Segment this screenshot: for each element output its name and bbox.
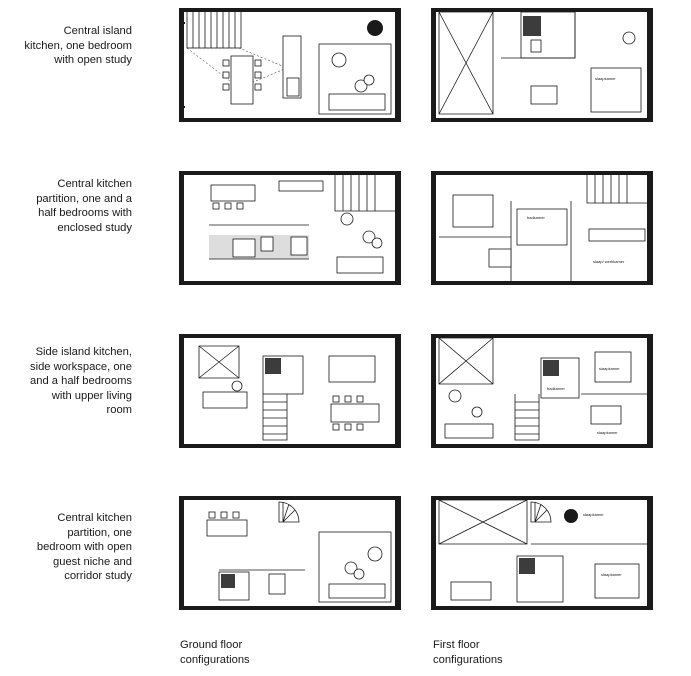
column-label-line: configurations xyxy=(433,654,503,666)
bedroom2-label: slaapkamer xyxy=(583,512,604,517)
armchair xyxy=(368,547,382,561)
wall-top xyxy=(179,8,401,12)
caption-line: partition, one xyxy=(67,526,132,539)
wall-right xyxy=(395,334,401,448)
dining-table xyxy=(211,185,255,201)
study-desk xyxy=(589,229,645,241)
wall-left xyxy=(179,8,184,122)
staircase xyxy=(335,175,395,211)
sideboard xyxy=(279,181,323,191)
armchair xyxy=(332,53,346,67)
chair xyxy=(345,424,351,430)
shower-tiles xyxy=(543,360,559,376)
caption-line: with upper living xyxy=(51,389,132,402)
wall-bottom xyxy=(179,281,401,285)
bedroom2-bed xyxy=(591,406,621,424)
ground-floor-plan-2 xyxy=(179,171,401,285)
column-label-line: configurations xyxy=(180,654,250,666)
wall-bottom xyxy=(179,118,401,122)
chair xyxy=(213,203,219,209)
first-floor-plan-4 xyxy=(431,496,653,610)
toilet xyxy=(261,237,273,251)
caption-line: Side island kitchen, xyxy=(35,346,132,358)
wall-right xyxy=(395,171,401,285)
desk xyxy=(489,249,511,267)
caption-line: guest niche and xyxy=(53,555,132,568)
side-table xyxy=(364,75,374,85)
chair xyxy=(225,203,231,209)
window-mark xyxy=(181,22,185,24)
chair xyxy=(221,512,227,518)
sofa xyxy=(445,424,493,438)
chair xyxy=(357,396,363,402)
wall-bottom xyxy=(431,281,653,285)
ground-floor-plan-1 xyxy=(179,8,401,122)
side-table xyxy=(372,238,382,248)
wall-right xyxy=(647,334,653,448)
wall-bottom xyxy=(179,606,401,610)
plant xyxy=(367,20,383,36)
wall-right xyxy=(647,8,653,122)
column-label-line: Ground floor xyxy=(180,639,243,651)
void-cross xyxy=(199,346,239,378)
chair xyxy=(232,381,242,391)
staircase xyxy=(515,394,539,440)
caption-line: room xyxy=(106,404,132,417)
window-mark xyxy=(181,106,185,108)
wall-left xyxy=(431,496,436,610)
dining-table xyxy=(207,520,247,536)
caption-line: Central kitchen xyxy=(57,178,132,190)
void-cross xyxy=(439,338,493,384)
wall-top xyxy=(179,496,401,500)
bedroom-bed xyxy=(595,564,639,598)
wall-top xyxy=(431,8,653,12)
first-floor-plan-2 xyxy=(431,171,653,285)
caption-line: side workspace, one xyxy=(30,360,132,373)
dining-table xyxy=(331,404,379,422)
first-floor-plan-1 xyxy=(431,8,653,122)
armchair xyxy=(449,390,461,402)
bedroom-label: slaap/ werkkamer xyxy=(593,259,625,264)
sofa xyxy=(329,584,385,598)
caption-row-4 xyxy=(4,511,132,584)
first-floor-column-label xyxy=(433,638,503,668)
shower-tiles xyxy=(523,16,541,36)
chair xyxy=(223,60,229,66)
plant xyxy=(564,509,578,523)
bedroom-bed xyxy=(591,68,641,112)
badkamer-label: badkamer xyxy=(527,215,545,220)
sink-unit xyxy=(291,237,307,255)
shower-tiles xyxy=(221,574,235,588)
wall-right xyxy=(395,8,401,122)
ground-floor-column-label xyxy=(180,638,250,668)
wall-top xyxy=(431,334,653,338)
wall-bottom xyxy=(431,118,653,122)
caption-line: partition, one and a xyxy=(36,192,132,205)
wall-bottom xyxy=(431,606,653,610)
wall-top xyxy=(431,171,653,175)
wall-left xyxy=(431,8,436,122)
caption-line: with open study xyxy=(54,54,132,67)
void-cross xyxy=(439,12,493,114)
spiral-staircase xyxy=(279,502,299,522)
staircase xyxy=(263,394,287,440)
caption-row-3 xyxy=(4,345,132,418)
chair xyxy=(223,72,229,78)
first-floor-plan-3 xyxy=(431,334,653,448)
shower-tiles xyxy=(519,558,535,574)
void-cross xyxy=(439,500,527,544)
caption-line: bedroom with open xyxy=(36,541,132,554)
staircase xyxy=(587,175,647,203)
side-table xyxy=(354,569,364,579)
guest-bed xyxy=(451,582,491,600)
bedroom2-label: slaapkamer xyxy=(597,430,618,435)
wall-bottom xyxy=(431,444,653,448)
staircase xyxy=(187,12,241,48)
wall-right xyxy=(647,496,653,610)
chair xyxy=(255,60,261,66)
desk xyxy=(203,392,247,408)
bedroom-bed xyxy=(453,195,493,227)
dining-table xyxy=(231,56,253,104)
caption-line: corridor study xyxy=(64,570,132,583)
bedroom-label: slaapkamer xyxy=(601,572,622,577)
caption-line: and a half bedrooms xyxy=(30,375,132,388)
wall-top xyxy=(179,334,401,338)
bedroom-label: slaapkamer xyxy=(595,76,616,81)
wall-left xyxy=(431,334,436,448)
chair xyxy=(255,72,261,78)
wall-top xyxy=(431,496,653,500)
spiral-staircase xyxy=(531,502,551,522)
chair xyxy=(237,203,243,209)
caption-line: kitchen, one bedroom xyxy=(24,39,132,52)
chair xyxy=(345,396,351,402)
chair xyxy=(209,512,215,518)
caption-line: half bedrooms with xyxy=(38,207,132,220)
chair xyxy=(223,84,229,90)
ground-floor-plan-4 xyxy=(179,496,401,610)
wall-bottom xyxy=(179,444,401,448)
wall-top xyxy=(179,171,401,175)
sofa xyxy=(337,257,383,273)
wall-left xyxy=(179,171,184,285)
bedroom-label: slaapkamer xyxy=(599,366,620,371)
chair xyxy=(623,32,635,44)
armchair xyxy=(341,213,353,225)
chair xyxy=(333,396,339,402)
chair xyxy=(357,424,363,430)
sink-unit xyxy=(269,574,285,594)
side-table xyxy=(472,407,482,417)
kitchen-island xyxy=(287,78,299,96)
ground-floor-plan-3 xyxy=(179,334,401,448)
wall-right xyxy=(395,496,401,610)
caption-line: Central kitchen xyxy=(57,512,132,524)
wall-left xyxy=(431,171,436,285)
chair xyxy=(233,512,239,518)
toilet xyxy=(531,40,541,52)
caption-row-1 xyxy=(4,24,132,68)
wall-right xyxy=(647,171,653,285)
desk xyxy=(531,86,557,104)
badkamer-label: badkamer xyxy=(547,386,565,391)
caption-line: Central island xyxy=(63,25,132,37)
shower-tiles xyxy=(265,358,281,374)
chair xyxy=(333,424,339,430)
sofa xyxy=(329,94,385,110)
kitchen-unit xyxy=(233,239,255,257)
column-label-line: First floor xyxy=(433,639,480,651)
caption-line: enclosed study xyxy=(57,221,132,234)
chair xyxy=(255,84,261,90)
wall-left xyxy=(179,334,184,448)
kitchen-island xyxy=(329,356,375,382)
caption-row-2 xyxy=(4,177,132,235)
wall-left xyxy=(179,496,184,610)
